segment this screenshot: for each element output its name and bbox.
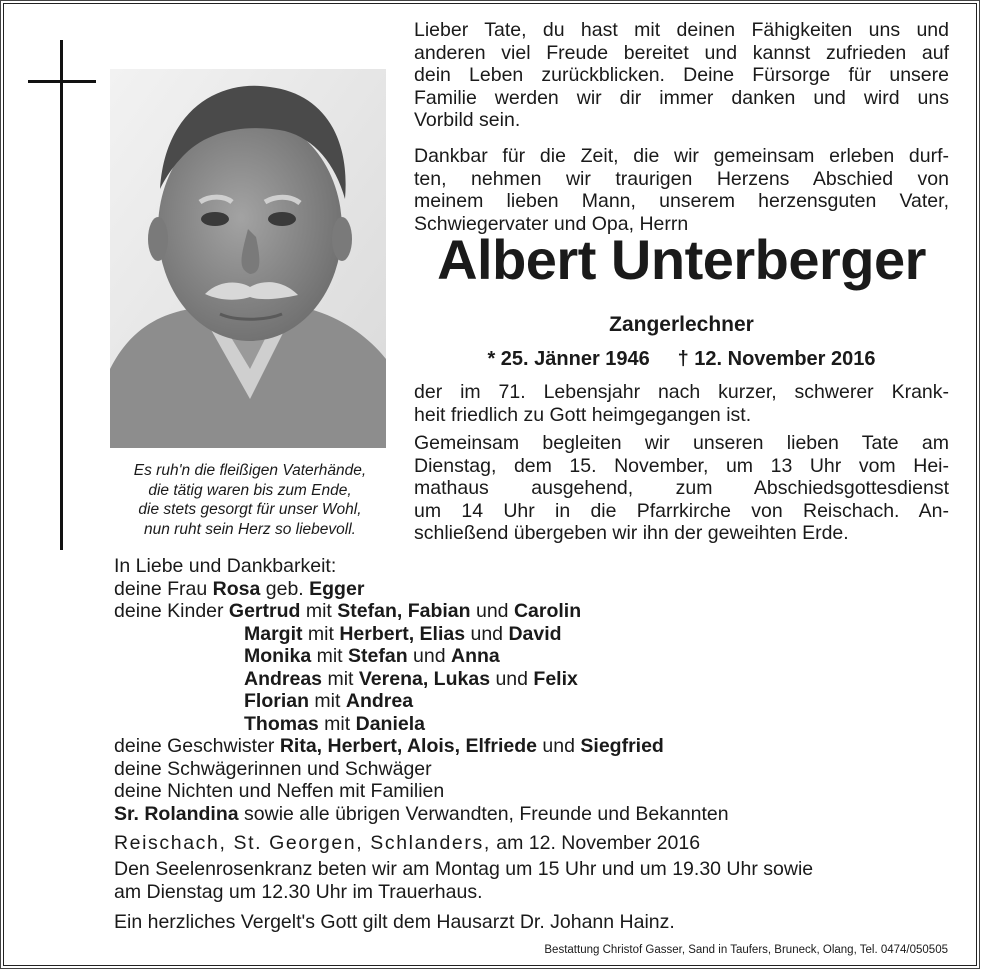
text-line: Schwiegervater und Opa, Herrn (414, 212, 689, 235)
child-line: deine Kinder Gertrud mit Stefan, Fabian und Carolin (114, 600, 582, 622)
mourners-list (114, 555, 954, 825)
poem-line: Es ruh'n die fleißigen Vaterhände, (133, 462, 367, 479)
poem-line: nun ruht sein Herz so liebevoll. (144, 520, 356, 538)
child-line: Andreas mit Verena, Lukas und Felix (244, 667, 578, 690)
text-line: Den Seelenrosenkranz beten wir am Montag um 15 Uhr und um 19.30 Uhr sowie (114, 858, 814, 880)
rosary-paragraph (114, 858, 949, 903)
text-line: schließend übergeben wir ihn der geweihten Erde. (414, 522, 849, 544)
death-note-paragraph (414, 381, 949, 426)
poem-line: die tätig waren bis zum Ende, (148, 481, 352, 499)
thanks-line: Ein herzliches Vergelt's Gott gilt dem Hausarzt Dr. Johann Hainz. (114, 911, 675, 933)
text-line: anderen viel Freude bereitet und kannst zufrieden auf (414, 41, 949, 64)
in-laws-line: deine Schwägerinnen und Schwäger (114, 757, 432, 780)
text-line: mathaus ausgehend, zum Abschiedsgottesdienst (414, 477, 949, 499)
portrait-illustration (110, 69, 386, 448)
child-line: Monika mit Stefan und Anna (244, 645, 500, 667)
death-date: † 12. November 2016 (677, 348, 876, 370)
nieces-line: deine Nichten und Neffen mit Familien (114, 780, 445, 802)
text-line: Vorbild sein. (414, 109, 521, 131)
text-line: um 14 Uhr in die Pfarrkirche von Reischach. An- (414, 499, 949, 522)
text-line: Lieber Tate, du hast mit deinen Fähigkeiten uns und (414, 19, 949, 41)
siblings-line: deine Geschwister Rita, Herbert, Alois, Elfriede und Siegfried (114, 735, 664, 757)
text-line: der im 71. Lebensjahr nach kurzer, schwerer Krank- (414, 381, 949, 403)
text-line: Gemeinsam begleiten wir unseren lieben Tate am (414, 432, 949, 454)
house-name: Zangerlechner (609, 313, 754, 336)
cross-icon-horizontal (28, 80, 96, 83)
places: Reischach, St. Georgen, Schlanders, (114, 832, 491, 854)
wife-line: deine Frau Rosa geb. Egger (114, 577, 365, 600)
child-line: Florian mit Andrea (244, 690, 414, 712)
cross-icon-vertical (60, 40, 63, 550)
portrait-photo (110, 69, 386, 448)
child-line: Thomas mit Daniela (244, 712, 425, 735)
farewell-paragraph (414, 145, 949, 235)
poem-line: die stets gesorgt für unser Wohl, (138, 501, 362, 518)
text-line: Familie werden wir dir immer danken und wird uns (414, 86, 949, 109)
text-line: Dankbar für die Zeit, die wir gemeinsam erleben durf- (414, 145, 949, 167)
text-line: Dienstag, dem 15. November, um 13 Uhr vom Hei- (414, 454, 949, 477)
text-line: heit friedlich zu Gott heimgegangen ist. (414, 403, 752, 426)
wife-name: Rosa (212, 577, 261, 600)
text-line: ten, nehmen wir traurigen Herzens Abschied von (414, 167, 949, 190)
intro-paragraph (414, 19, 949, 132)
deceased-name: Albert Unterberger (437, 228, 926, 291)
text-line: am Dienstag um 12.30 Uhr im Trauerhaus. (114, 880, 483, 903)
text-line: meinem lieben Mann, unserem herzensguten Vater, (414, 190, 949, 212)
poem-caption (100, 461, 400, 539)
place-date-line (114, 832, 700, 855)
child-line: Margit mit Herbert, Elias und David (244, 622, 562, 645)
birth-date: * 25. Jänner 1946 (487, 348, 650, 370)
mourners-opening: In Liebe und Dankbarkeit: (114, 555, 337, 577)
wife-maiden-name: Egger (309, 577, 365, 600)
life-dates (414, 346, 949, 372)
notice-date: am 12. November 2016 (490, 832, 701, 854)
others-line: Sr. Rolandina sowie alle übrigen Verwandten, Freunde und Bekannten (114, 802, 729, 825)
funeral-paragraph (414, 432, 949, 545)
text-line: dein Leben zurückblicken. Deine Fürsorge für unsere (414, 64, 949, 86)
undertaker-credit: Bestattung Christof Gasser, Sand in Taufers, Bruneck, Olang, Tel. 0474/050505 (544, 944, 948, 956)
